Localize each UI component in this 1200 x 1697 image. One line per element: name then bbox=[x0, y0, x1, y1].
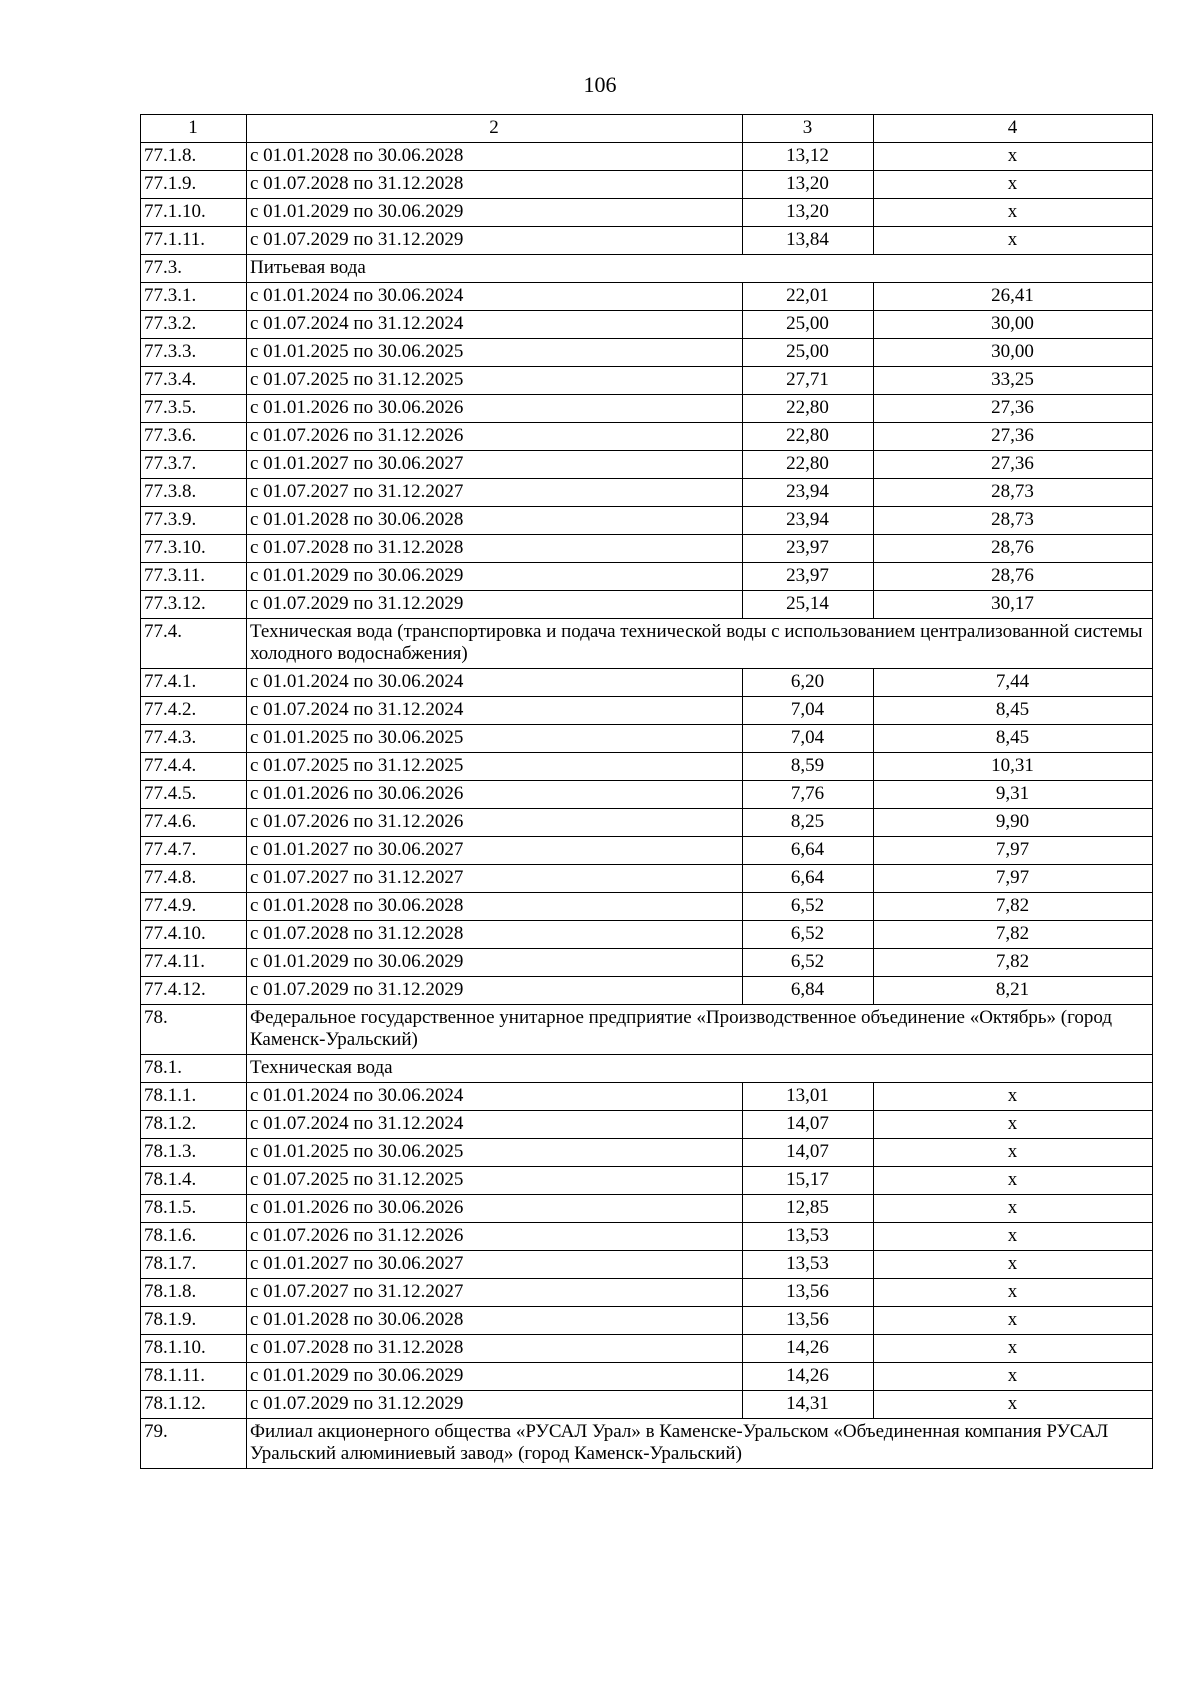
value-col3: 8,59 bbox=[743, 753, 874, 781]
value-col3: 7,04 bbox=[743, 725, 874, 753]
value-col4: 28,76 bbox=[874, 535, 1153, 563]
row-number: 78.1.10. bbox=[141, 1335, 247, 1363]
period-cell: с 01.07.2029 по 31.12.2029 bbox=[247, 591, 743, 619]
period-cell: с 01.01.2026 по 30.06.2026 bbox=[247, 781, 743, 809]
table-row bbox=[141, 1223, 1153, 1251]
value-col4: 8,21 bbox=[874, 977, 1153, 1005]
row-number: 78.1.1. bbox=[141, 1083, 247, 1111]
row-number: 77.3.4. bbox=[141, 367, 247, 395]
value-col3: 23,94 bbox=[743, 507, 874, 535]
value-col3: 13,56 bbox=[743, 1279, 874, 1307]
value-col3: 14,26 bbox=[743, 1363, 874, 1391]
period-cell: с 01.01.2029 по 30.06.2029 bbox=[247, 949, 743, 977]
value-col4: 26,41 bbox=[874, 283, 1153, 311]
row-number: 78.1.4. bbox=[141, 1167, 247, 1195]
table-row bbox=[141, 451, 1153, 479]
table-row bbox=[141, 1111, 1153, 1139]
row-number: 77.3. bbox=[141, 255, 247, 283]
period-cell: с 01.01.2026 по 30.06.2026 bbox=[247, 1195, 743, 1223]
row-number: 78.1.11. bbox=[141, 1363, 247, 1391]
value-col3: 13,53 bbox=[743, 1223, 874, 1251]
value-col4: 7,97 bbox=[874, 865, 1153, 893]
value-col3: 7,04 bbox=[743, 697, 874, 725]
value-col4: х bbox=[874, 1083, 1153, 1111]
value-col4: х bbox=[874, 1195, 1153, 1223]
value-col3: 25,00 bbox=[743, 311, 874, 339]
table-row bbox=[141, 1167, 1153, 1195]
section-title: Техническая вода (транспортировка и подача технической воды с использованием централизованной системы холодного водоснабжения) bbox=[247, 619, 1153, 669]
value-col4: 30,00 bbox=[874, 311, 1153, 339]
period-cell: с 01.07.2026 по 31.12.2026 bbox=[247, 1223, 743, 1251]
value-col3: 15,17 bbox=[743, 1167, 874, 1195]
period-cell: с 01.07.2027 по 31.12.2027 bbox=[247, 479, 743, 507]
value-col3: 22,80 bbox=[743, 451, 874, 479]
value-col3: 22,80 bbox=[743, 395, 874, 423]
table-row bbox=[141, 535, 1153, 563]
value-col3: 22,80 bbox=[743, 423, 874, 451]
table-row bbox=[141, 423, 1153, 451]
section-title: Федеральное государственное унитарное предприятие «Производственное объединение «Октябрь» (город Каменск-Уральский) bbox=[247, 1005, 1153, 1055]
value-col4: 7,82 bbox=[874, 921, 1153, 949]
row-number: 77.3.5. bbox=[141, 395, 247, 423]
row-number: 77.1.11. bbox=[141, 227, 247, 255]
period-cell: с 01.07.2027 по 31.12.2027 bbox=[247, 865, 743, 893]
period-cell: с 01.01.2024 по 30.06.2024 bbox=[247, 669, 743, 697]
section-title: Питьевая вода bbox=[247, 255, 1153, 283]
row-number: 77.3.10. bbox=[141, 535, 247, 563]
table-row bbox=[141, 893, 1153, 921]
table-row bbox=[141, 753, 1153, 781]
period-cell: с 01.01.2027 по 30.06.2027 bbox=[247, 1251, 743, 1279]
table-row bbox=[141, 921, 1153, 949]
table-row bbox=[141, 1335, 1153, 1363]
period-cell: с 01.07.2025 по 31.12.2025 bbox=[247, 1167, 743, 1195]
value-col4: х bbox=[874, 227, 1153, 255]
value-col3: 6,52 bbox=[743, 893, 874, 921]
value-col3: 13,20 bbox=[743, 171, 874, 199]
value-col4: 7,44 bbox=[874, 669, 1153, 697]
value-col4: 7,97 bbox=[874, 837, 1153, 865]
table-row bbox=[141, 977, 1153, 1005]
period-cell: с 01.01.2029 по 30.06.2029 bbox=[247, 199, 743, 227]
value-col3: 23,97 bbox=[743, 563, 874, 591]
value-col4: х bbox=[874, 199, 1153, 227]
period-cell: с 01.07.2028 по 31.12.2028 bbox=[247, 921, 743, 949]
period-cell: с 01.01.2029 по 30.06.2029 bbox=[247, 1363, 743, 1391]
value-col3: 6,20 bbox=[743, 669, 874, 697]
period-cell: с 01.01.2025 по 30.06.2025 bbox=[247, 339, 743, 367]
value-col4: х bbox=[874, 1251, 1153, 1279]
row-number: 77.4.9. bbox=[141, 893, 247, 921]
row-number: 77.1.8. bbox=[141, 143, 247, 171]
period-cell: с 01.01.2028 по 30.06.2028 bbox=[247, 143, 743, 171]
value-col3: 6,52 bbox=[743, 921, 874, 949]
table-row bbox=[141, 725, 1153, 753]
value-col4: 27,36 bbox=[874, 451, 1153, 479]
section-row bbox=[141, 1005, 1153, 1055]
value-col3: 13,84 bbox=[743, 227, 874, 255]
value-col4: х bbox=[874, 1223, 1153, 1251]
period-cell: с 01.07.2024 по 31.12.2024 bbox=[247, 1111, 743, 1139]
row-number: 77.4. bbox=[141, 619, 247, 669]
period-cell: с 01.07.2024 по 31.12.2024 bbox=[247, 311, 743, 339]
period-cell: с 01.01.2028 по 30.06.2028 bbox=[247, 507, 743, 535]
table-row bbox=[141, 283, 1153, 311]
row-number: 77.4.3. bbox=[141, 725, 247, 753]
value-col4: х bbox=[874, 1391, 1153, 1419]
table-row bbox=[141, 949, 1153, 977]
value-col3: 14,31 bbox=[743, 1391, 874, 1419]
row-number: 77.4.2. bbox=[141, 697, 247, 725]
table-row bbox=[141, 1391, 1153, 1419]
value-col3: 14,07 bbox=[743, 1139, 874, 1167]
row-number: 79. bbox=[141, 1419, 247, 1469]
value-col4: х bbox=[874, 143, 1153, 171]
value-col4: 27,36 bbox=[874, 395, 1153, 423]
table-row bbox=[141, 697, 1153, 725]
row-number: 78.1. bbox=[141, 1055, 247, 1083]
row-number: 77.3.3. bbox=[141, 339, 247, 367]
period-cell: с 01.01.2028 по 30.06.2028 bbox=[247, 893, 743, 921]
table-row bbox=[141, 395, 1153, 423]
row-number: 78.1.3. bbox=[141, 1139, 247, 1167]
section-row bbox=[141, 619, 1153, 669]
value-col3: 6,64 bbox=[743, 837, 874, 865]
row-number: 77.3.8. bbox=[141, 479, 247, 507]
table-row bbox=[141, 591, 1153, 619]
value-col4: 7,82 bbox=[874, 893, 1153, 921]
row-number: 77.4.4. bbox=[141, 753, 247, 781]
row-number: 77.1.9. bbox=[141, 171, 247, 199]
value-col4: 9,31 bbox=[874, 781, 1153, 809]
column-number-row bbox=[141, 115, 1153, 143]
period-cell: с 01.01.2027 по 30.06.2027 bbox=[247, 451, 743, 479]
column-number-2: 2 bbox=[247, 115, 743, 143]
value-col3: 14,26 bbox=[743, 1335, 874, 1363]
value-col4: 28,73 bbox=[874, 479, 1153, 507]
value-col3: 8,25 bbox=[743, 809, 874, 837]
table-row bbox=[141, 507, 1153, 535]
value-col3: 13,53 bbox=[743, 1251, 874, 1279]
period-cell: с 01.01.2025 по 30.06.2025 bbox=[247, 1139, 743, 1167]
table-row bbox=[141, 1083, 1153, 1111]
row-number: 77.4.6. bbox=[141, 809, 247, 837]
column-number-4: 4 bbox=[874, 115, 1153, 143]
period-cell: с 01.07.2025 по 31.12.2025 bbox=[247, 753, 743, 781]
table-row bbox=[141, 781, 1153, 809]
row-number: 77.4.12. bbox=[141, 977, 247, 1005]
table-row bbox=[141, 837, 1153, 865]
value-col4: 27,36 bbox=[874, 423, 1153, 451]
table-row bbox=[141, 339, 1153, 367]
value-col3: 22,01 bbox=[743, 283, 874, 311]
period-cell: с 01.07.2028 по 31.12.2028 bbox=[247, 535, 743, 563]
row-number: 77.3.6. bbox=[141, 423, 247, 451]
row-number: 77.4.11. bbox=[141, 949, 247, 977]
period-cell: с 01.07.2029 по 31.12.2029 bbox=[247, 1391, 743, 1419]
row-number: 77.3.2. bbox=[141, 311, 247, 339]
value-col3: 6,52 bbox=[743, 949, 874, 977]
row-number: 77.3.7. bbox=[141, 451, 247, 479]
table-row bbox=[141, 311, 1153, 339]
table-row bbox=[141, 1363, 1153, 1391]
value-col4: 28,76 bbox=[874, 563, 1153, 591]
value-col3: 25,14 bbox=[743, 591, 874, 619]
page-number: 106 bbox=[583, 72, 617, 97]
section-title: Филиал акционерного общества «РУСАЛ Урал» в Каменске-Уральском «Объединенная компания РУСАЛ Уральский алюминиевый завод» (город Каменск-Уральский) bbox=[247, 1419, 1153, 1469]
value-col3: 6,64 bbox=[743, 865, 874, 893]
table-row bbox=[141, 199, 1153, 227]
table-row bbox=[141, 865, 1153, 893]
row-number: 78.1.12. bbox=[141, 1391, 247, 1419]
value-col3: 23,94 bbox=[743, 479, 874, 507]
value-col4: 10,31 bbox=[874, 753, 1153, 781]
value-col4: х bbox=[874, 1363, 1153, 1391]
period-cell: с 01.01.2025 по 30.06.2025 bbox=[247, 725, 743, 753]
value-col3: 13,56 bbox=[743, 1307, 874, 1335]
value-col4: 30,17 bbox=[874, 591, 1153, 619]
row-number: 78.1.9. bbox=[141, 1307, 247, 1335]
period-cell: с 01.07.2028 по 31.12.2028 bbox=[247, 1335, 743, 1363]
row-number: 78.1.5. bbox=[141, 1195, 247, 1223]
value-col3: 25,00 bbox=[743, 339, 874, 367]
value-col3: 13,12 bbox=[743, 143, 874, 171]
section-row bbox=[141, 1419, 1153, 1469]
table-row bbox=[141, 809, 1153, 837]
column-number-1: 1 bbox=[141, 115, 247, 143]
table-row bbox=[141, 367, 1153, 395]
table-row bbox=[141, 563, 1153, 591]
row-number: 78.1.7. bbox=[141, 1251, 247, 1279]
table-row bbox=[141, 1139, 1153, 1167]
value-col4: х bbox=[874, 1167, 1153, 1195]
table-row bbox=[141, 143, 1153, 171]
value-col4: 9,90 bbox=[874, 809, 1153, 837]
value-col3: 6,84 bbox=[743, 977, 874, 1005]
value-col3: 7,76 bbox=[743, 781, 874, 809]
row-number: 77.3.11. bbox=[141, 563, 247, 591]
period-cell: с 01.01.2027 по 30.06.2027 bbox=[247, 837, 743, 865]
column-number-3: 3 bbox=[743, 115, 874, 143]
row-number: 77.1.10. bbox=[141, 199, 247, 227]
row-number: 78. bbox=[141, 1005, 247, 1055]
value-col4: х bbox=[874, 1279, 1153, 1307]
value-col4: х bbox=[874, 1139, 1153, 1167]
row-number: 78.1.2. bbox=[141, 1111, 247, 1139]
value-col4: 33,25 bbox=[874, 367, 1153, 395]
row-number: 77.3.12. bbox=[141, 591, 247, 619]
row-number: 78.1.8. bbox=[141, 1279, 247, 1307]
period-cell: с 01.07.2029 по 31.12.2029 bbox=[247, 977, 743, 1005]
period-cell: с 01.07.2026 по 31.12.2026 bbox=[247, 809, 743, 837]
period-cell: с 01.07.2025 по 31.12.2025 bbox=[247, 367, 743, 395]
value-col3: 12,85 bbox=[743, 1195, 874, 1223]
value-col4: 8,45 bbox=[874, 697, 1153, 725]
table-row bbox=[141, 1279, 1153, 1307]
value-col3: 23,97 bbox=[743, 535, 874, 563]
period-cell: с 01.07.2024 по 31.12.2024 bbox=[247, 697, 743, 725]
table-row bbox=[141, 1307, 1153, 1335]
table-row bbox=[141, 1251, 1153, 1279]
value-col4: х bbox=[874, 1111, 1153, 1139]
period-cell: с 01.01.2029 по 30.06.2029 bbox=[247, 563, 743, 591]
row-number: 77.4.5. bbox=[141, 781, 247, 809]
value-col4: х bbox=[874, 1307, 1153, 1335]
row-number: 77.4.10. bbox=[141, 921, 247, 949]
value-col4: 8,45 bbox=[874, 725, 1153, 753]
row-number: 78.1.6. bbox=[141, 1223, 247, 1251]
tariff-table bbox=[140, 114, 1153, 1469]
row-number: 77.4.1. bbox=[141, 669, 247, 697]
value-col4: х bbox=[874, 1335, 1153, 1363]
value-col3: 13,20 bbox=[743, 199, 874, 227]
value-col3: 14,07 bbox=[743, 1111, 874, 1139]
table-row bbox=[141, 227, 1153, 255]
value-col4: 30,00 bbox=[874, 339, 1153, 367]
period-cell: с 01.07.2028 по 31.12.2028 bbox=[247, 171, 743, 199]
row-number: 77.3.1. bbox=[141, 283, 247, 311]
period-cell: с 01.07.2029 по 31.12.2029 bbox=[247, 227, 743, 255]
period-cell: с 01.01.2026 по 30.06.2026 bbox=[247, 395, 743, 423]
period-cell: с 01.01.2028 по 30.06.2028 bbox=[247, 1307, 743, 1335]
value-col3: 27,71 bbox=[743, 367, 874, 395]
value-col4: 7,82 bbox=[874, 949, 1153, 977]
row-number: 77.4.7. bbox=[141, 837, 247, 865]
value-col3: 13,01 bbox=[743, 1083, 874, 1111]
table-row bbox=[141, 479, 1153, 507]
row-number: 77.4.8. bbox=[141, 865, 247, 893]
period-cell: с 01.07.2027 по 31.12.2027 bbox=[247, 1279, 743, 1307]
section-row bbox=[141, 1055, 1153, 1083]
value-col4: х bbox=[874, 171, 1153, 199]
period-cell: с 01.01.2024 по 30.06.2024 bbox=[247, 283, 743, 311]
value-col4: 28,73 bbox=[874, 507, 1153, 535]
table-row bbox=[141, 171, 1153, 199]
period-cell: с 01.07.2026 по 31.12.2026 bbox=[247, 423, 743, 451]
row-number: 77.3.9. bbox=[141, 507, 247, 535]
period-cell: с 01.01.2024 по 30.06.2024 bbox=[247, 1083, 743, 1111]
section-title: Техническая вода bbox=[247, 1055, 1153, 1083]
table-row bbox=[141, 669, 1153, 697]
table-body bbox=[141, 143, 1153, 1469]
section-row bbox=[141, 255, 1153, 283]
table-row bbox=[141, 1195, 1153, 1223]
